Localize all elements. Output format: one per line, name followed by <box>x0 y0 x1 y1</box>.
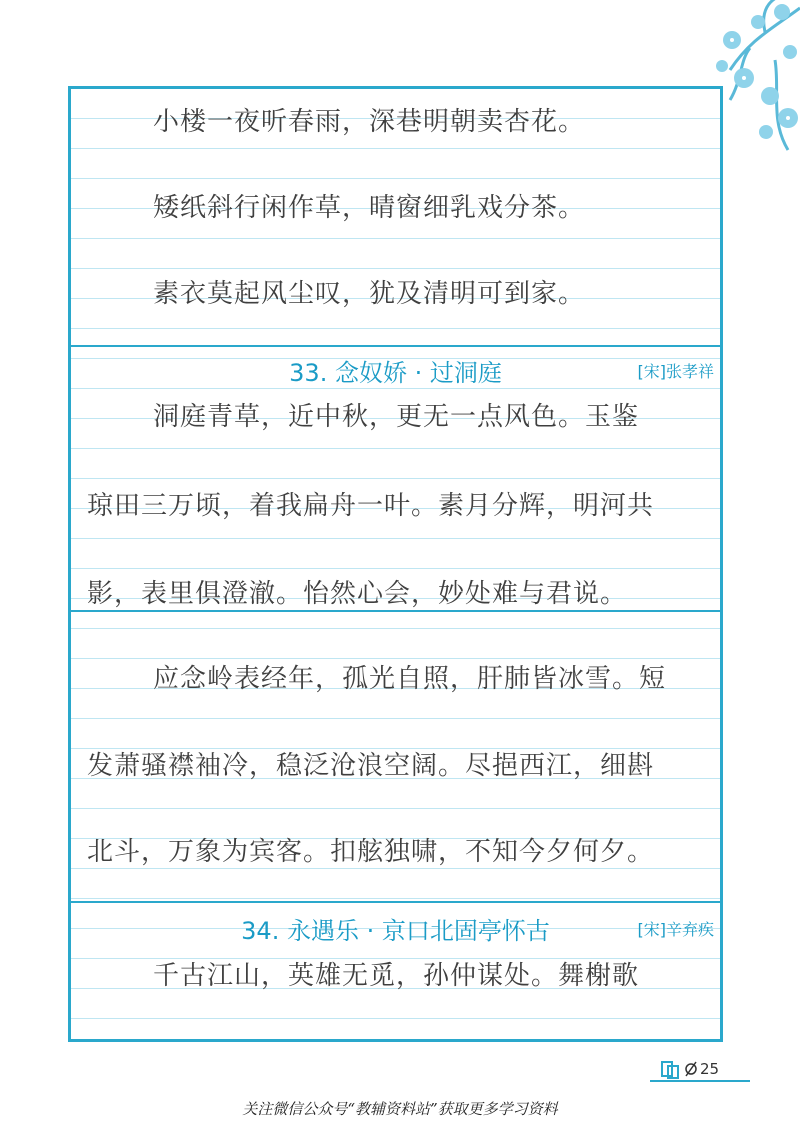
poem33-title: 33. 念奴娇 · 过洞庭 <box>289 358 502 387</box>
prev-line-3: 素衣莫起风尘叹，犹及清明可到家。 <box>153 278 586 309</box>
poem34-author: [宋]辛弃疾 <box>637 919 714 939</box>
writing-grid <box>68 86 723 1042</box>
poem34-line-1: 千古江山，英雄无觅，孙仲谋处。舞榭歌 <box>153 960 640 991</box>
section-divider <box>71 345 720 347</box>
poem33-line-1: 洞庭青草，近中秋，更无一点风色。玉鉴 <box>153 401 640 432</box>
poem34-title: 34. 永遇乐 · 京口北固亭怀古 <box>241 916 550 945</box>
poem33-line-2: 琼田三万顷，着我扁舟一叶。素月分辉，明河共 <box>87 490 655 521</box>
book-icon <box>660 1058 682 1080</box>
footer-notice: 关注微信公众号“教辅资料站”获取更多学习资料 <box>242 1100 558 1118</box>
poem33-line-3: 影，表里俱澄澈。怡然心会，妙处难与君说。 <box>87 578 628 609</box>
poem33-line-6: 北斗，万象为宾客。扣舷独啸，不知今夕何夕。 <box>87 836 655 867</box>
footer-rule <box>650 1080 750 1082</box>
prev-line-2: 矮纸斜行闲作草，晴窗细乳戏分茶。 <box>153 192 586 223</box>
page-number: 25 <box>700 1060 720 1078</box>
poem34-heading <box>71 909 720 947</box>
pen-icon <box>684 1060 698 1078</box>
poem33-author: [宋]张孝祥 <box>637 361 714 381</box>
poem33-line-4: 应念岭表经年，孤光自照，肝肺皆冰雪。短 <box>153 663 667 694</box>
prev-line-1: 小楼一夜听春雨，深巷明朝卖杏花。 <box>153 106 586 137</box>
poem33-line-5: 发萧骚襟袖冷，稳泛沧浪空阔。尽挹西江，细斟 <box>87 750 655 781</box>
section-divider <box>71 610 720 612</box>
section-divider <box>71 901 720 903</box>
poem33-heading <box>71 351 720 389</box>
